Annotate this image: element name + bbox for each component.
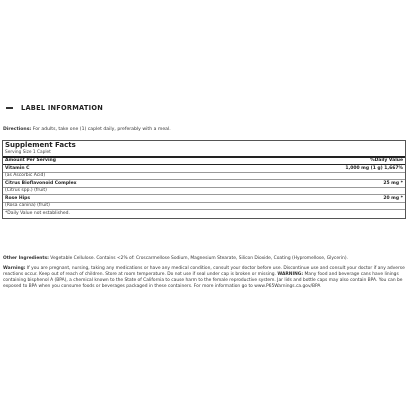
daily-value-footnote	[3, 210, 405, 218]
prop65-warning-label: WARNING:	[277, 272, 304, 278]
nutrient-source: (Citrus spp.) (fruit)	[5, 188, 47, 193]
facts-title: Supplement Facts	[5, 141, 76, 149]
prop65-warning-text: Many food and beverage cans have linings containing bisphenol A (BPA), a chemical known to the State of California to cause harm to the female reproductive system. Jar lids and bottle caps may also contain BPA. You can be exposed to BPA when you consume foods or beverages packaged in these containers. For more information go to www.P65Warnings.ca.gov/BPA	[3, 272, 403, 290]
daily-value-label: %Daily Value	[370, 158, 403, 163]
other-ingredients	[3, 256, 405, 262]
nutrient-name: Vitamin C	[5, 165, 30, 171]
label-information-header[interactable]	[6, 104, 103, 112]
nutrient-value: 20 mg *	[383, 195, 403, 201]
warning-label: Warning:	[3, 266, 26, 271]
nutrient-value: 25 mg *	[383, 180, 403, 186]
table-row	[3, 165, 405, 173]
nutrient-source: (as Ascorbic Acid)	[5, 173, 46, 178]
nutrient-source: (Rosa canina) (fruit)	[5, 203, 50, 208]
nutrient-name: Citrus Bioflavonoid Complex	[5, 180, 77, 186]
collapse-dash-icon[interactable]	[6, 107, 13, 109]
section-title: LABEL INFORMATION	[21, 104, 103, 112]
table-row	[3, 195, 405, 203]
directions-label: Directions:	[3, 127, 32, 132]
other-ingredients-text: Vegetable Cellulose. Contains <2% of: Croscarmellose Sodium, Magnesium Stearate, Silicon Dioxide, Coating (Hypromellose, Glycerin).	[48, 256, 348, 261]
table-row	[3, 203, 405, 211]
table-row	[3, 180, 405, 188]
other-ingredients-label: Other Ingredients:	[3, 256, 49, 261]
directions-text	[3, 127, 171, 132]
serving-size: Serving Size 1 Caplet	[3, 150, 405, 158]
supplement-facts-panel	[2, 140, 406, 219]
nutrient-name: Rose Hips	[5, 195, 31, 201]
table-row	[3, 188, 405, 196]
warning-text: If you are pregnant, nursing, taking any medications or have any medical condition, consult your doctor before use. Discontinue use and consult your doctor if any adverse reactions occur. Keep out of reach of children. Store at room temperature. Do not use if seal under cap is broken or missing.	[3, 266, 405, 278]
footnote-text: *Daily Value not established.	[5, 211, 70, 216]
nutrient-value: 1,000 mg (1 g) 1,667%	[345, 165, 403, 171]
directions-body: For adults, take one (1) caplet daily, preferably with a meal.	[31, 127, 171, 132]
amount-per-serving-label: Amount Per Serving	[5, 158, 56, 163]
warnings	[3, 266, 406, 290]
